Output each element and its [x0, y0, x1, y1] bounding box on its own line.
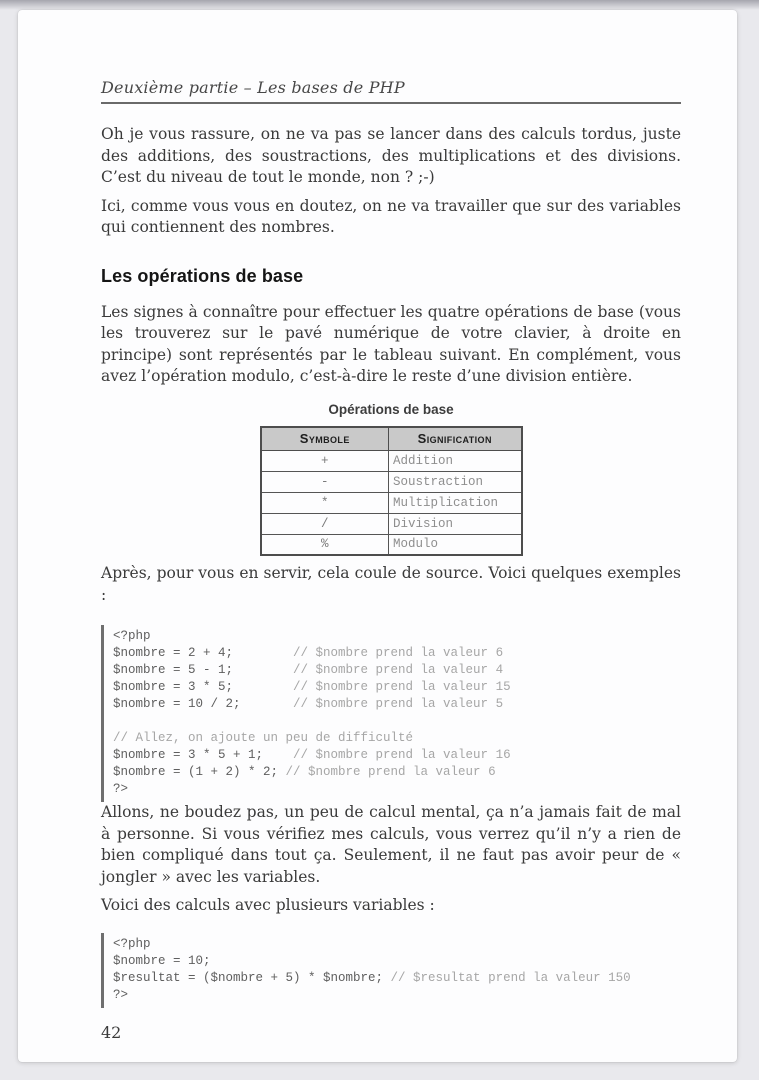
table-row [261, 450, 522, 471]
table-header-row [261, 427, 522, 451]
paragraph-examples-intro: Après, pour vous en servir, cela coule de source. Voici quelques exemples : [101, 564, 681, 604]
symbol-cell: - [261, 471, 389, 492]
meaning-cell: Modulo [389, 534, 522, 555]
section-heading: Les opérations de base [101, 265, 304, 286]
symbol-cell: % [261, 534, 389, 555]
symbol-cell: * [261, 492, 389, 513]
paragraph-multi-variables-intro: Voici des calculs avec plusieurs variables : [101, 896, 435, 914]
paragraph-intro-2: Ici, comme vous vous en doutez, on ne va travailler que sur des variables qui contiennent des nombres. [101, 196, 681, 236]
code-line: $nombre = 10; [113, 953, 211, 968]
table-row [261, 534, 522, 555]
code-line: $nombre = 2 + 4; // $nombre prend la valeur 6 [113, 646, 504, 660]
code-line: $nombre = 3 * 5; // $nombre prend la valeur 15 [113, 680, 511, 694]
code-line: <?php [113, 936, 151, 951]
code-line: $nombre = 3 * 5 + 1; // $nombre prend la valeur 16 [113, 748, 511, 762]
php-code-block-examples [101, 625, 681, 802]
meaning-cell: Addition [389, 450, 522, 471]
code-line: ?> [113, 987, 129, 1002]
paragraph-mental-math: Allons, ne boudez pas, un peu de calcul mental, ça n’a jamais fait de mal à personne. Si vous vérifiez mes calculs, vous verrez qu’il n’y a rien de bien compliqué dans tout ça. Seulement, il ne faut pas avoir peur de « jongler » avec les variables. [101, 803, 681, 886]
table-row [261, 513, 522, 534]
table-header-symbole: Symbole [261, 427, 389, 451]
book-page [18, 10, 737, 1062]
code-line: ?> [113, 782, 129, 796]
code-line: // Allez, on ajoute un peu de difficulté [113, 731, 414, 745]
table-header-signification: Signification [389, 427, 522, 451]
operations-table [260, 426, 523, 557]
table-row [261, 471, 522, 492]
table-row [261, 492, 522, 513]
symbol-cell: / [261, 513, 389, 534]
code-line: <?php [113, 629, 151, 643]
symbol-cell: + [261, 450, 389, 471]
page-number: 42 [101, 1022, 122, 1042]
paragraph-operations-intro: Les signes à connaître pour effectuer les quatre opérations de base (vous les trouverez sur le pavé numérique de votre clavier, à droite en principe) sont représentés par le tableau suivant. En complément, vous avez l’opération modulo, c’est-à-dire le reste d’une division entière. [101, 302, 681, 385]
running-head: Deuxième partie – Les bases de PHP [101, 78, 681, 104]
page-content [18, 10, 737, 1042]
code-line: $nombre = 10 / 2; // $nombre prend la valeur 5 [113, 697, 504, 711]
code-line: $nombre = 5 - 1; // $nombre prend la valeur 4 [113, 663, 504, 677]
meaning-cell: Multiplication [389, 492, 522, 513]
table-caption: Opérations de base [328, 401, 454, 417]
code-line: $resultat = ($nombre + 5) * $nombre; // $resultat prend la valeur 150 [113, 970, 631, 985]
code-line [113, 713, 681, 730]
meaning-cell: Division [389, 513, 522, 534]
code-line: $nombre = (1 + 2) * 2; // $nombre prend la valeur 6 [113, 765, 496, 779]
paragraph-intro-1: Oh je vous rassure, on ne va pas se lancer dans des calculs tordus, juste des additions, des soustractions, des multiplications et des divisions. C’est du niveau de tout le monde, non ? ;-) [101, 125, 681, 186]
php-code-block-variables [101, 933, 681, 1008]
meaning-cell: Soustraction [389, 471, 522, 492]
